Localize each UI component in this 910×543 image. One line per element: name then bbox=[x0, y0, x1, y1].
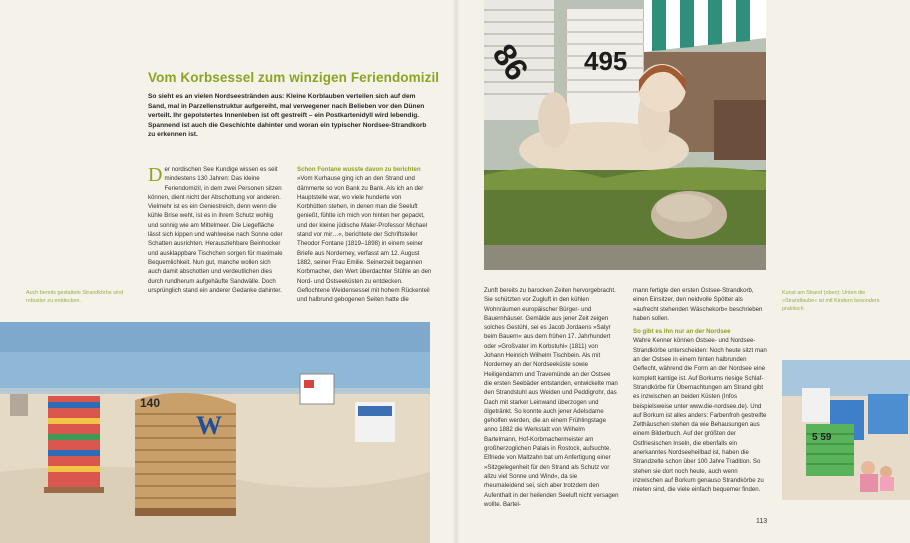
column-4-text-b: Wahre Kenner können Ostsee- und Nordsee-Strandkörbe unterscheiden: Noch heute sitzt man an der Ostsee in einem hinten halbrunden Geflecht, während die Form an der Nordsee eine komplett kantige ist. Auf Borkums riesige Schlaf-Strandkörbe für Übernachtungen am Strand gibt es inzwischen an beiden Küsten (Infos beispielsweise unter www.die-nordsee.de). Und auf Borkum ist alles anders: Farbenfroh gestreifte Zelthäuschen stehen da wie Behausungen aus einem Bilderbuch. Auf der größten der Ostfriesischen Inseln, die ebenfalls ein anerkanntes Nordseeheilbad ist, haben die Strandzelte schon über 100 Jahre Tradition. So stehen sie dort noch heute, auch wenn inzwischen auf Borkum genauso Strandkörbe zu mieten sind, die viele einfach bequemer finden. bbox=[633, 337, 767, 494]
page-gutter bbox=[452, 0, 460, 543]
text-column-1 bbox=[148, 165, 283, 295]
article-intro: So sieht es an vielen Nordseestränden aus: Kleine Korblauben verteilen sich auf dem Sand, mal in Parzellenstruktur aufgereiht, mal verwegener nach Belieben vor den Dünen verteilt. Ihr gepolstertes Innenleben ist oft gestreift – ein Postkartenidyll wird lebendig. Spannend ist auch die Geschichte dahinter und woran ein typischer Nordsee-Strandkorb zu erkennen ist. bbox=[148, 93, 427, 139]
beach-chair-number: 140 bbox=[140, 396, 161, 410]
beach-chair-letter: W bbox=[196, 411, 222, 440]
subheading-nordsee: So gibt es ihn nur an der Nordsee bbox=[633, 328, 731, 336]
small-chair-number: 5 59 bbox=[812, 432, 832, 443]
chair-number-a: 86 bbox=[485, 37, 536, 88]
sculpture-photo bbox=[484, 0, 766, 270]
caption-right: Kunst am Strand (oben): Unten die »Strandlaube« ist mit Kindern besonders praktisch bbox=[782, 290, 880, 312]
page-number: 113 bbox=[756, 518, 768, 525]
subheading-fontane: Schon Fontane wusste davon zu berichten bbox=[297, 166, 421, 173]
column-3-text: Zunft bereits zu barocken Zeiten hervorgebracht. Sie schützten vor Zugluft in den kühlen Wohnräumen europäischer Bürger- und Bauernhäuser. Gemälde aus jener Zeit zeigen solches Gestühl, sei es Jacob Jordaens »Satyr beim Bauern« aus dem frühen 17. Jahrhundert oder »Großvater im Korbstuhl« (1811) von Johann Heinrich Wilhelm Tischbein. Als mit Norderney an der Nordseeküste sowie Heiligendamm und Travemünde an der Ostsee die ersten Seebäder entstanden, entwickelte man den Strandstuhl aus Weiden und Peddigrohr, das Dach mit starker Leinwand überzogen und ölgetränkt. So konnte auch jener Adelsdame geholfen werden, die an einem Frühlingstage anno 1882 die Werkstatt von Wilhelm Bartelmann, Hof-Korbmachermeister am großherzoglichen Palais in Rostock, aufsuchte. Elfriede von Maltzahn bat um Anfertigung einer »Sitzgelegenheit für den Strand als Schutz vor allzu viel Sonne und Wind«, da sie rheumaleidend sei, sich aber trotzdem den Aufenthalt in der heilenden Seeluft nicht versagen wollte. Bartel- bbox=[484, 287, 619, 508]
caption-left: Auch bereits gestaltete Strandkörbe sind robuster zu entdecken. bbox=[26, 290, 124, 304]
column-2-text: »Vom Kurhause ging ich an den Strand und dämmerte so von Bank zu Bank. Als ich an der Hauptstelle war, wo viele hunderte von Korbhütten stehen, in denen man die Seeluft genießt, fühlte ich mich von hinten her gepackt, und der kleine jüdische Maler-Professor Michael stand vor mir…«, berichtete der Schriftsteller Theodor Fontane (1819–1898) in einem seiner Briefe aus Norderney, verfasst am 12. August 1882, seiner Frau Emilie. Seinerzeit begannen Korbmacher, den Wert überdachter Stühle an den Nord- und Ostseeküsten zu entdecken. Geflochtene Weidensessel mit hohem Rückenteil und halbrund gebogenen Seiten hatte die bbox=[297, 175, 432, 304]
text-column-3 bbox=[484, 286, 619, 509]
beach-chairs-photo bbox=[0, 322, 430, 543]
column-4-text-a: mann fertigte den ersten Ostsee-Strandkorb, einen Einsitzer, den neidvolle Spötter als »aufrecht stehenden Wäschekorb« beschrieben haben sollen. bbox=[633, 287, 763, 322]
column-1-text: er nordischen See Kundige wissen es seit mindestens 130 Jahren: Das kleine Feriendomizil, in dem zwei Personen sitzen können, dient nicht der Abschottung vor anderen. Vielmehr ist es ein Geniestreich, denn wenn die kühle Brise weht, ist es in ihrem Schutz wohlig und sonnig wie am Mittelmeer. Die Liegefläche lässt sich kippen und wahlweise nach Sonne oder Schatten ausrichten. Herausziehbare Beinhocker und ausklappbare Tischchen sorgen für maximale Bequemlichkeit. Nun gut, manche wollen sich auch damit abschotten und verdeutlichen dies durch rundherum aufgehäufte Sandwälle. Doch ursprünglich stand ein anderer Gedanke dahinter. bbox=[148, 166, 283, 294]
text-column-2 bbox=[297, 165, 432, 304]
drop-cap: D bbox=[148, 164, 163, 186]
chair-number-b: 495 bbox=[584, 46, 628, 76]
strandlaube-photo bbox=[782, 360, 910, 500]
text-column-4 bbox=[633, 286, 768, 495]
article-title: Vom Korbsessel zum winzigen Feriendomizil bbox=[148, 70, 440, 85]
